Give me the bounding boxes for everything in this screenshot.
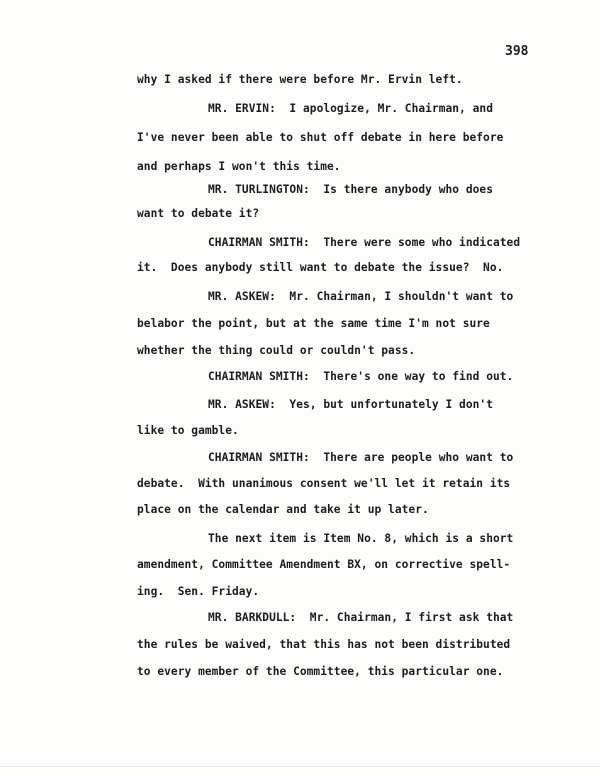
text-line: like to gamble. — [137, 424, 239, 437]
text-line: ing. Sen. Friday. — [137, 585, 260, 598]
text-line: MR. TURLINGTON: Is there anybody who does — [208, 183, 493, 196]
text-line: debate. With unanimous consent we'll let it retain its — [137, 477, 511, 490]
text-line: MR. ASKEW: Mr. Chairman, I shouldn't want to — [208, 290, 514, 303]
text-line: The next item is Item No. 8, which is a short — [208, 532, 514, 545]
page-bottom-edge — [0, 766, 600, 767]
text-line: and perhaps I won't this time. — [137, 160, 341, 173]
text-line: amendment, Committee Amendment BX, on corrective spell- — [137, 558, 511, 571]
text-line: MR. ASKEW: Yes, but unfortunately I don't — [208, 398, 493, 411]
text-line: CHAIRMAN SMITH: There were some who indicated — [208, 236, 521, 249]
text-line: I've never been able to shut off debate in here before — [137, 131, 504, 144]
text-line: MR. ERVIN: I apologize, Mr. Chairman, and — [208, 102, 493, 115]
text-line: belabor the point, but at the same time I'm not sure — [137, 317, 490, 330]
text-line: the rules be waived, that this has not been distributed — [137, 638, 511, 651]
text-line: to every member of the Committee, this particular one. — [137, 665, 504, 678]
text-line: place on the calendar and take it up later. — [137, 503, 429, 516]
text-line: it. Does anybody still want to debate the issue? No. — [137, 261, 504, 274]
text-line: CHAIRMAN SMITH: There are people who want to — [208, 451, 514, 464]
text-line: why I asked if there were before Mr. Ervin left. — [137, 73, 463, 86]
text-line: whether the thing could or couldn't pass. — [137, 344, 416, 357]
page-number: 398 — [505, 44, 529, 59]
text-line: MR. BARKDULL: Mr. Chairman, I first ask that — [208, 611, 514, 624]
text-line: CHAIRMAN SMITH: There's one way to find out. — [208, 370, 514, 383]
text-line: want to debate it? — [137, 207, 260, 220]
